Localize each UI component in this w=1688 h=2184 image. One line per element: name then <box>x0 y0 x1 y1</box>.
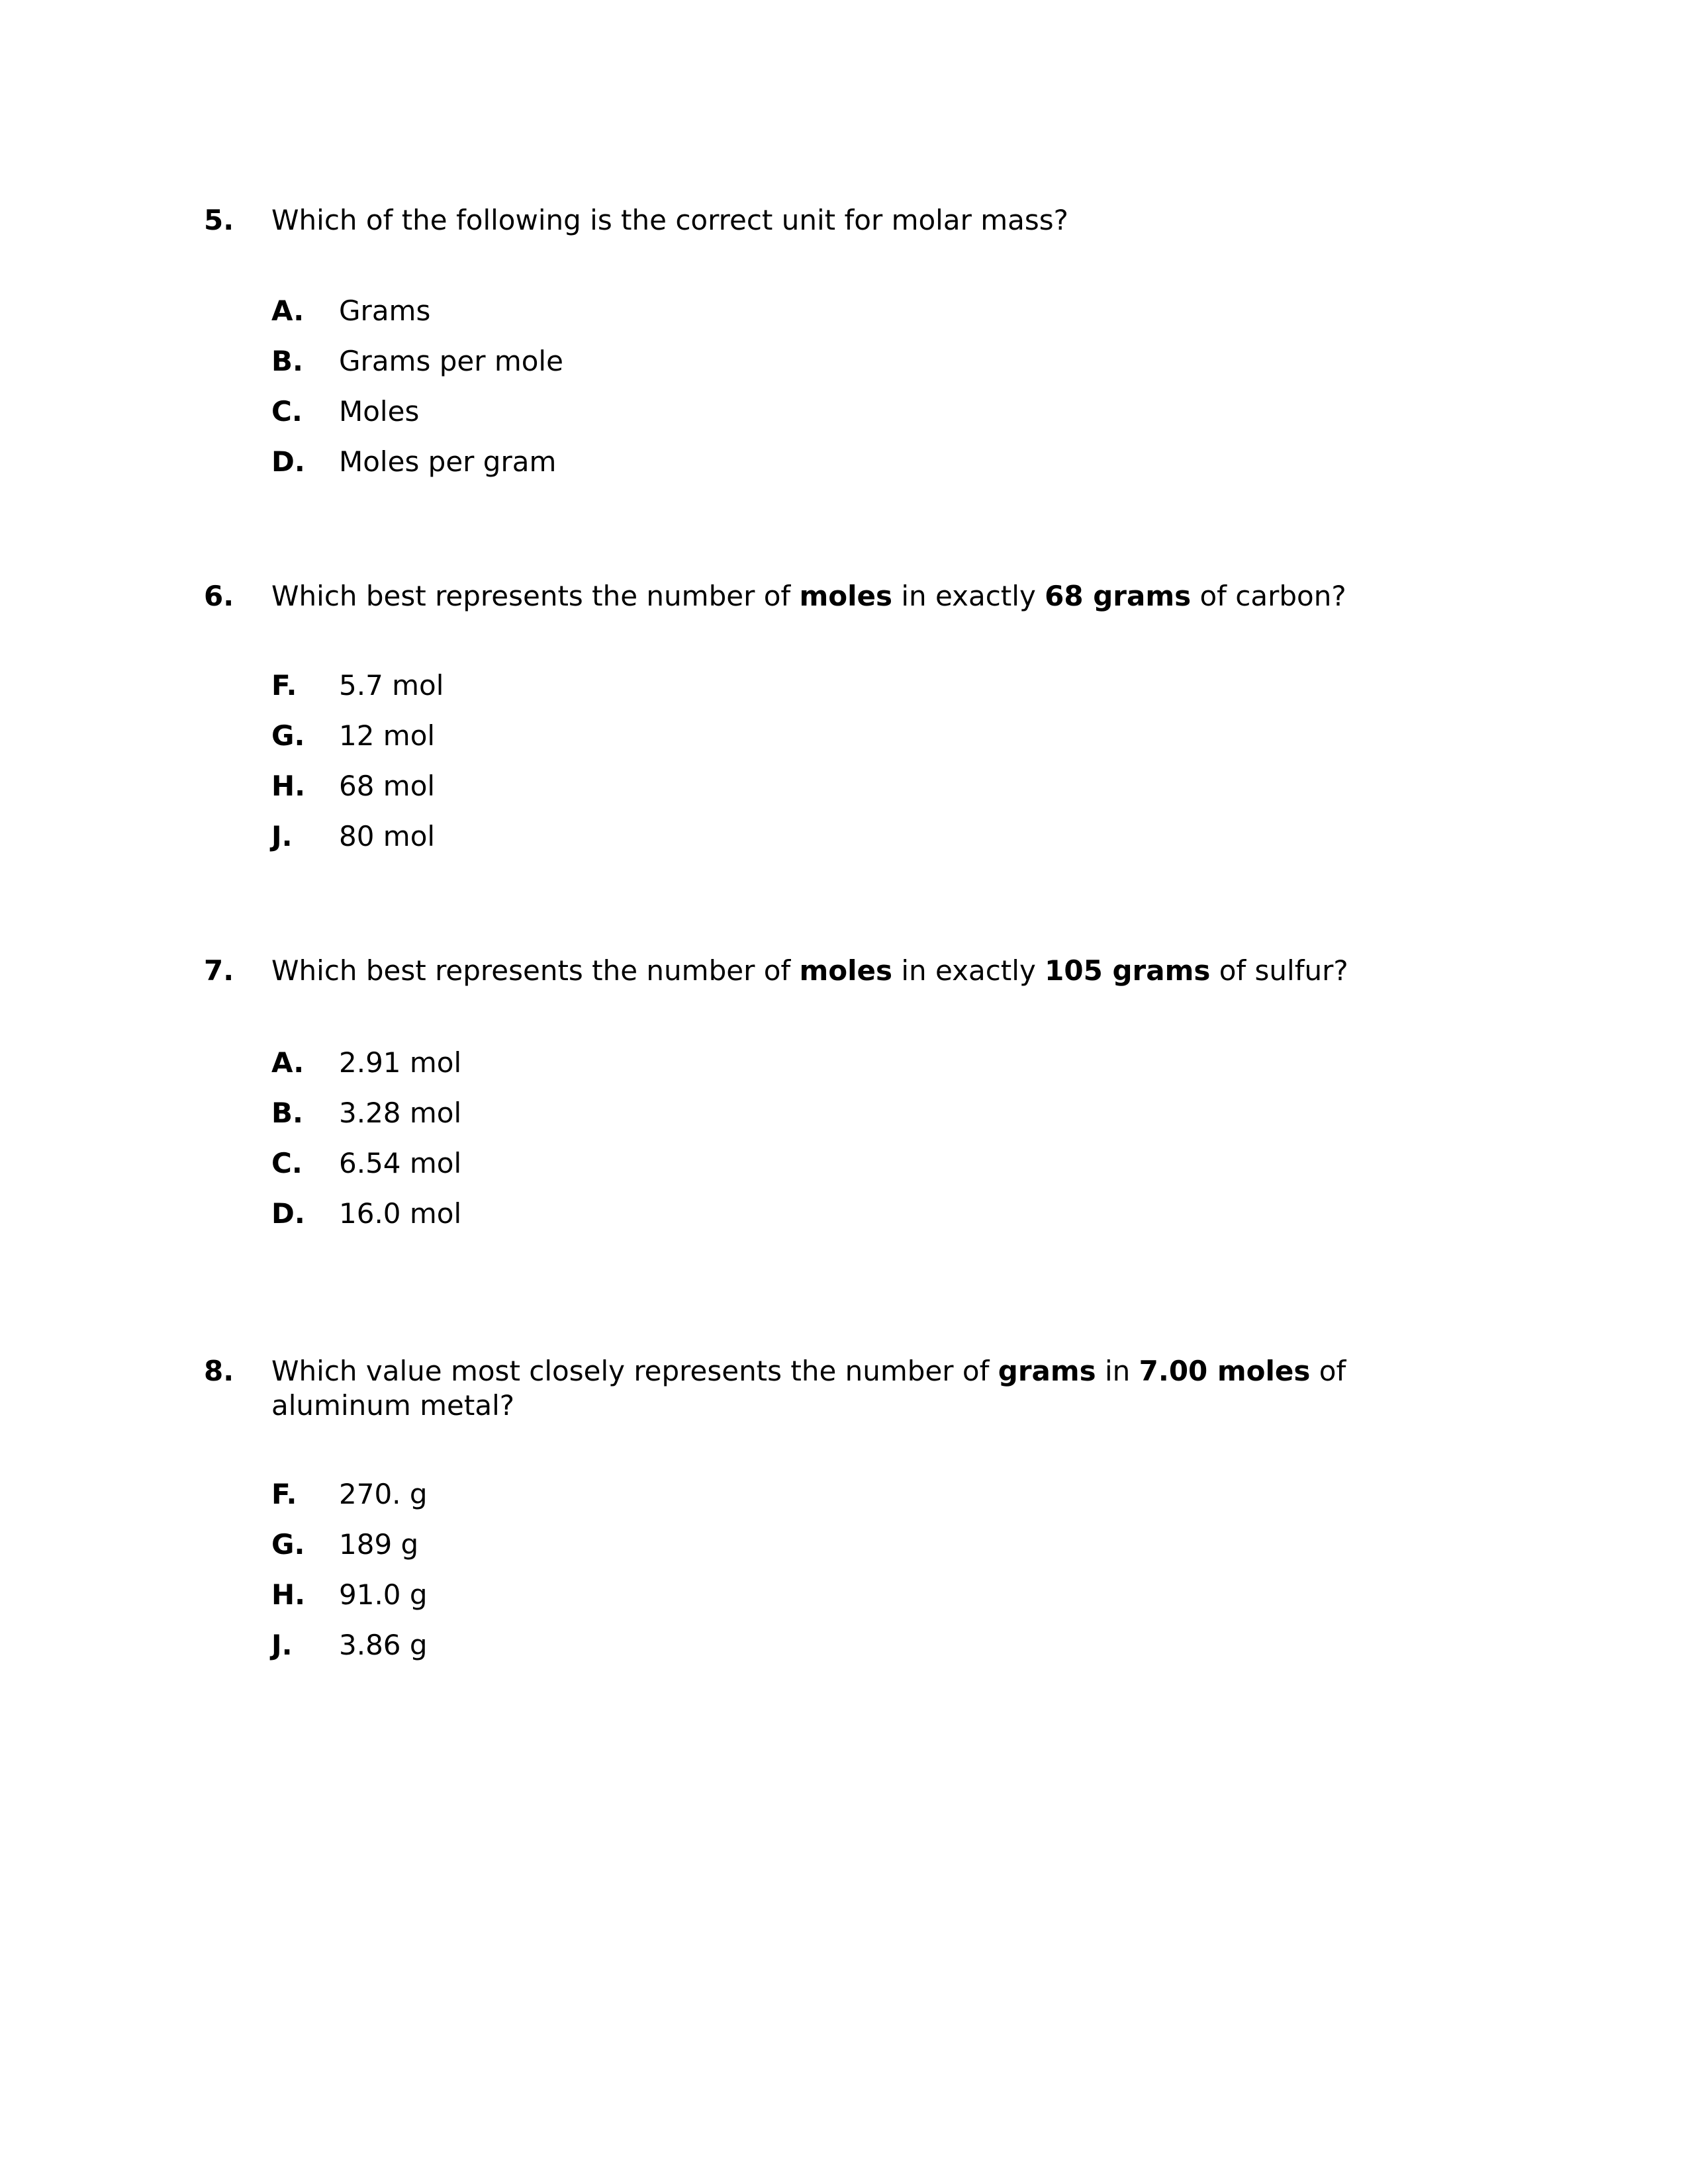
option-letter: F. <box>271 1478 297 1510</box>
question-text-part: aluminum metal? <box>271 1389 515 1422</box>
option-letter: D. <box>271 1197 305 1230</box>
option-letter: C. <box>271 395 303 428</box>
option-text: 3.28 mol <box>339 1097 462 1129</box>
option-8-f[interactable] <box>0 1477 927 1517</box>
option-letter: F. <box>271 669 297 702</box>
option-8-j[interactable] <box>0 1628 927 1668</box>
option-8-g[interactable] <box>0 1527 927 1567</box>
question-text-part: Which best represents the number of <box>271 580 800 612</box>
question-number: 6. <box>204 580 234 612</box>
question-text-part: Which best represents the number of <box>271 954 800 987</box>
option-letter: G. <box>271 719 305 752</box>
question-text-part: Which of the following is the correct unit for molar mass? <box>271 204 1068 236</box>
option-letter: H. <box>271 1578 306 1611</box>
question-text-part: Which value most closely represents the number of <box>271 1355 998 1387</box>
option-letter: G. <box>271 1528 305 1561</box>
option-text: 80 mol <box>339 820 436 852</box>
option-6-f[interactable] <box>0 668 927 708</box>
option-7-b[interactable] <box>0 1096 927 1136</box>
option-text: 2.91 mol <box>339 1046 462 1079</box>
option-text: 12 mol <box>339 719 436 752</box>
option-text: 91.0 g <box>339 1578 428 1611</box>
option-text: 6.54 mol <box>339 1147 462 1179</box>
option-text: 189 g <box>339 1528 419 1561</box>
question-number: 7. <box>204 954 234 987</box>
question-text-bold: moles <box>799 954 893 987</box>
option-letter: J. <box>271 820 293 852</box>
option-5-c[interactable] <box>0 394 927 434</box>
option-8-h[interactable] <box>0 1578 927 1617</box>
option-5-d[interactable] <box>0 445 927 484</box>
option-text: 270. g <box>339 1478 428 1510</box>
question-text-part: in exactly <box>892 954 1045 987</box>
question-number: 5. <box>204 204 234 236</box>
option-text: 16.0 mol <box>339 1197 462 1230</box>
question-text-bold: grams <box>998 1355 1096 1387</box>
question-text-part: of carbon? <box>1191 580 1346 612</box>
question-number: 8. <box>204 1355 234 1387</box>
option-6-g[interactable] <box>0 719 927 758</box>
option-letter: B. <box>271 1097 303 1129</box>
question-text-part: in <box>1096 1355 1139 1387</box>
option-letter: D. <box>271 445 305 478</box>
option-letter: A. <box>271 1046 305 1079</box>
question-text-bold: 105 grams <box>1045 954 1211 987</box>
option-5-b[interactable] <box>0 344 927 384</box>
question-text <box>271 579 1397 614</box>
option-text: Grams <box>339 295 431 327</box>
option-7-a[interactable] <box>0 1046 927 1085</box>
option-text: Moles per gram <box>339 445 557 478</box>
option-text: 5.7 mol <box>339 669 444 702</box>
option-letter: A. <box>271 295 305 327</box>
option-letter: C. <box>271 1147 303 1179</box>
option-letter: J. <box>271 1629 293 1661</box>
option-letter: B. <box>271 345 303 377</box>
question-text <box>271 203 1397 238</box>
option-7-d[interactable] <box>0 1197 927 1236</box>
question-text <box>271 954 1397 988</box>
option-6-h[interactable] <box>0 769 927 809</box>
option-letter: H. <box>271 770 306 802</box>
question-text-bold: moles <box>799 580 893 612</box>
option-5-a[interactable] <box>0 294 927 334</box>
option-text: 68 mol <box>339 770 436 802</box>
option-6-j[interactable] <box>0 819 927 859</box>
question-text-part: of <box>1310 1355 1346 1387</box>
option-text: Moles <box>339 395 420 428</box>
question-text-bold: 7.00 moles <box>1139 1355 1311 1387</box>
question-text-bold: 68 grams <box>1045 580 1192 612</box>
question-text-part: of sulfur? <box>1210 954 1348 987</box>
option-text: 3.86 g <box>339 1629 428 1661</box>
option-text: Grams per mole <box>339 345 563 377</box>
option-7-c[interactable] <box>0 1146 927 1186</box>
question-text <box>271 1354 1397 1423</box>
question-text-part: in exactly <box>892 580 1045 612</box>
